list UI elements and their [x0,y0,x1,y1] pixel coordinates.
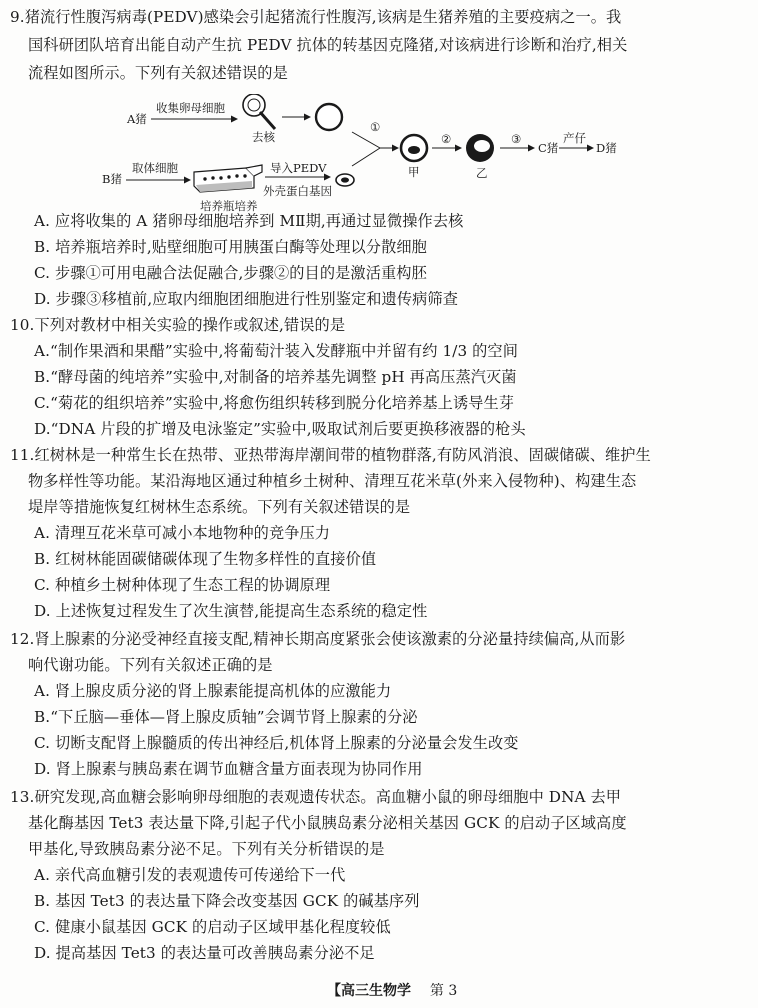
q13-stem-line-3: 甲基化,导致胰岛素分泌不足。下列有关分析错误的是 [28,840,385,858]
q13-stem-line-1: 13.研究发现,高血糖会影响卵母细胞的表观遗传状态。高血糖小鼠的卵母细胞中 DNA 去甲 [10,788,622,806]
footer-page-number: 第 3 [429,983,458,999]
q9-option-a: A. 应将收集的 A 猪卵母细胞培养到 MⅡ期,再通过显微操作去核 [34,212,464,230]
diagram-a-pig: A猪 [127,112,147,126]
footer-subject: 【高三生物学 [327,983,411,999]
q11-stem-line-1: 11.红树林是一种常生长在热带、亚热带海岸潮间带的植物群落,有防风消浪、固碳储碳、维护生 [10,446,651,464]
diagram-step-2: ② [441,132,452,146]
diagram-gene-label: 外壳蛋白基因 [263,184,332,198]
diagram-enucleate-label: 去核 [252,130,275,144]
q13-option-a: A. 亲代高血糖引发的表观遗传可传递给下一代 [34,866,346,884]
q9-option-b: B. 培养瓶培养时,贴壁细胞可用胰蛋白酶等处理以分散细胞 [34,238,427,256]
merge-line-bottom [352,148,380,166]
enucleation-needle-icon [243,94,275,129]
q9-option-c: C. 步骤①可用电融合法促融合,步骤②的目的是激活重构胚 [34,264,427,282]
diagram-step-1: ① [370,120,381,134]
q13-stem-line-2: 基化酶基因 Tet3 表达量下降,引起子代小鼠胰岛素分泌相关基因 GCK 的启动子区域高度 [28,814,627,832]
q10-option-d: D.“DNA 片段的扩增及电泳鉴定”实验中,吸取试剂后要更换移液器的枪头 [34,420,526,438]
q9-stem-line-1: 9.猪流行性腹泻病毒(PEDV)感染会引起猪流行性腹泻,该病是生猪养殖的主要疫病之一。我 [10,8,622,26]
q11-stem-line-3: 堤岸等措施恢复红树林生态系统。下列有关叙述错误的是 [28,498,411,516]
q13-option-c: C. 健康小鼠基因 GCK 的启动子区域甲基化程度较低 [34,918,391,936]
q13-option-d: D. 提高基因 Tet3 的表达量可改善胰岛素分泌不足 [34,944,375,962]
q9-stem-line-3: 流程如图所示。下列有关叙述错误的是 [28,64,288,82]
diagram-jia-label: 甲 [408,165,420,179]
diagram-yi-label: 乙 [476,166,488,180]
diagram-c-pig: C猪 [538,141,559,155]
enucleated-oocyte-icon [316,104,342,130]
q10-option-c: C.“菊花的组织培养”实验中,将愈伤组织转移到脱分化培养基上诱导生芽 [34,394,515,412]
early-embryo-icon [466,134,494,162]
diagram-import-label: 导入PEDV [270,161,327,175]
q12-stem-line-1: 12.肾上腺素的分泌受神经直接支配,精神长期高度紧张会使该激素的分泌量持续偏高,从而影 [10,630,626,648]
diagram-step-3: ③ [511,132,522,146]
diagram-culture-label: 培养瓶培养 [200,199,258,213]
diagram-d-pig: D猪 [596,141,617,155]
merge-line-top [352,132,380,148]
page-footer [327,980,457,1002]
q12-option-a: A. 肾上腺皮质分泌的肾上腺素能提高机体的应激能力 [34,682,392,700]
q11-stem-line-2: 物多样性等功能。某沿海地区通过种植乡土树种、清理互花米草(外来入侵物种)、构建生态 [28,472,637,490]
q12-option-c: C. 切断支配肾上腺髓质的传出神经后,机体肾上腺素的分泌量会发生改变 [34,734,519,752]
q10-option-b: B.“酵母菌的纯培养”实验中,对制备的培养基先调整 pH 再高压蒸汽灭菌 [34,368,517,386]
q9-option-d: D. 步骤③移植前,应取内细胞团细胞进行性别鉴定和遗传病筛查 [34,290,458,308]
diagram-b-pig: B猪 [102,172,122,186]
q11-option-a: A. 清理互花米草可减小本地物种的竞争压力 [34,524,331,542]
q11-option-c: C. 种植乡土树种体现了生态工程的协调原理 [34,576,331,594]
q13-option-b: B. 基因 Tet3 的表达量下降会改变基因 GCK 的碱基序列 [34,892,420,910]
q12-option-b: B.“下丘脑—垂体—肾上腺皮质轴”会调节肾上腺素的分泌 [34,708,418,726]
cloning-flow-diagram [0,94,758,218]
diagram-collect-label: 收集卵母细胞 [156,101,225,115]
transgenic-cell-icon [336,174,354,186]
q11-option-b: B. 红树林能固碳储碳体现了生物多样性的直接价值 [34,550,377,568]
q10-option-a: A.“制作果酒和果醋”实验中,将葡萄汁装入发酵瓶中并留有约 1/3 的空间 [34,342,519,360]
diagram-take-cells-label: 取体细胞 [132,161,178,175]
q9-stem-line-2: 国科研团队培育出能自动产生抗 PEDV 抗体的转基因克隆猪,对该病进行诊断和治疗,相关 [28,36,628,54]
q10-stem-line-1: 10.下列对教材中相关实验的操作或叙述,错误的是 [10,316,346,334]
reconstructed-embryo-icon [401,135,427,161]
diagram-birth-label: 产仔 [563,131,586,145]
culture-flask-icon [194,165,262,192]
q12-stem-line-2: 响代谢功能。下列有关叙述正确的是 [28,656,273,674]
q11-option-d: D. 上述恢复过程发生了次生演替,能提高生态系统的稳定性 [34,602,428,620]
q12-option-d: D. 肾上腺素与胰岛素在调节血糖含量方面表现为协同作用 [34,760,423,778]
